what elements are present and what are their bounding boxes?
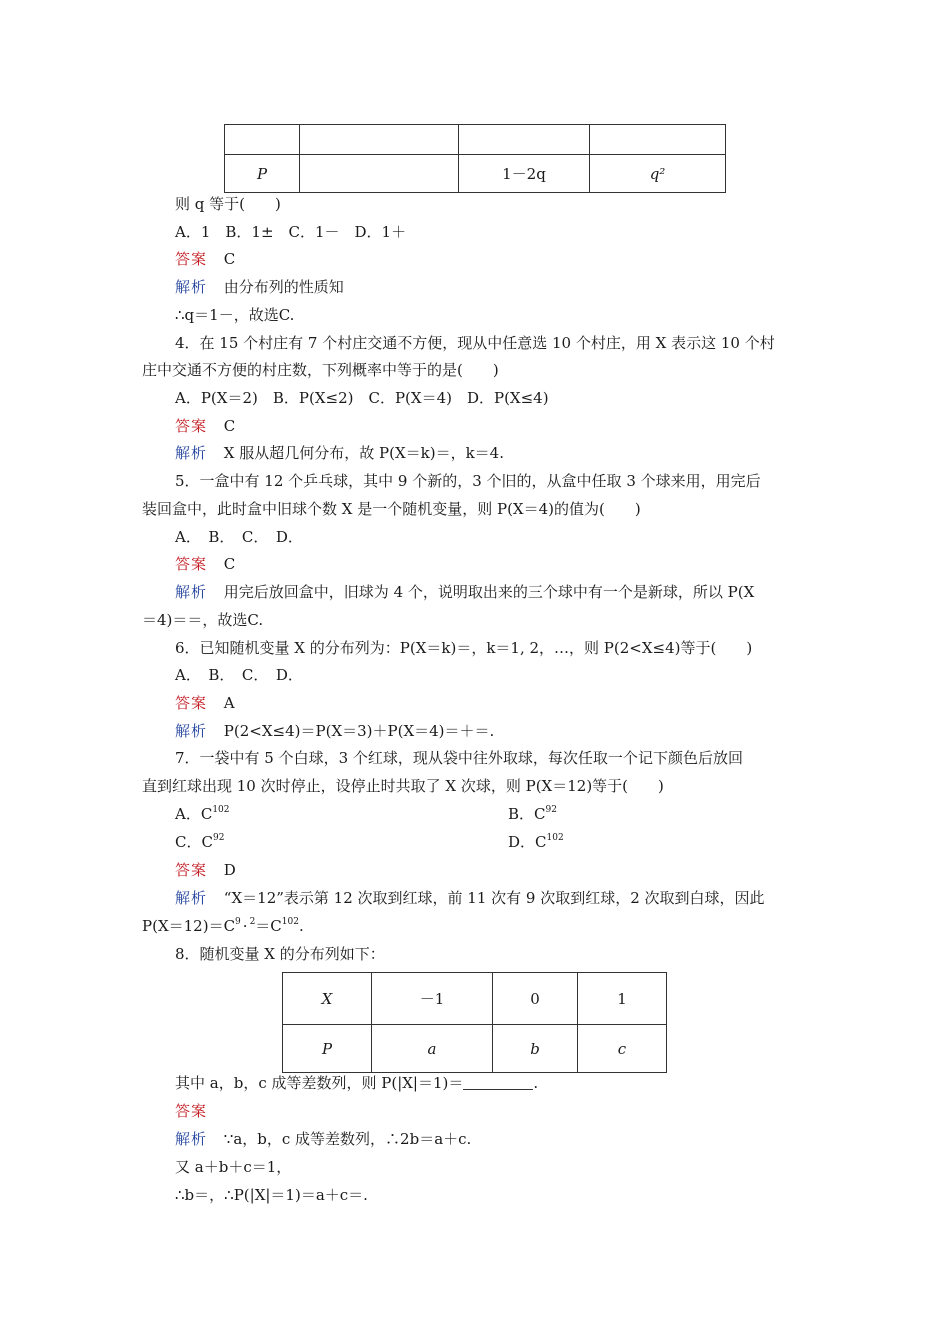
q5-answer-line — [175, 554, 235, 574]
q3-stem: 则 q 等于( ) — [175, 195, 281, 213]
q7-answer-line — [175, 860, 236, 880]
q8-analysis-line3: ∴b＝，∴P(|X|＝1)＝a＋c＝. — [175, 1186, 368, 1204]
answer-value: C — [223, 250, 236, 268]
analysis-label: 解析 — [175, 444, 208, 462]
analysis-label: 解析 — [175, 1130, 208, 1148]
option-text: D．C — [508, 833, 547, 851]
answer-label: 答案 — [175, 694, 208, 712]
table-cell: b — [493, 1025, 578, 1073]
option-text: B．C — [508, 805, 546, 823]
q5-options: A． B． C． D． — [175, 528, 303, 546]
answer-value: A — [223, 694, 235, 712]
q7-stem-line1: 7．一袋中有 5 个白球，3 个红球，现从袋中往外取球，每次任取一个记下颜色后放回 — [175, 749, 743, 767]
analysis-sup: 9 — [235, 917, 241, 927]
q7-option-b — [508, 804, 557, 824]
q7-analysis-line2 — [142, 916, 304, 936]
table-cell: c — [578, 1025, 667, 1073]
analysis-text: P(2<X≤4)＝P(X＝3)＋P(X＝4)＝＋＝. — [223, 722, 495, 740]
analysis-label: 解析 — [175, 583, 208, 601]
q3-options: A．1 B．1± C．1－ D．1＋ — [175, 223, 407, 241]
analysis-label: 解析 — [175, 722, 208, 740]
answer-blank — [463, 1075, 533, 1090]
analysis-text: X 服从超几何分布，故 P(X＝k)＝，k＝4. — [223, 444, 504, 462]
q7-option-a — [175, 804, 230, 824]
option-text: C．C — [175, 833, 213, 851]
analysis-sup: 102 — [281, 917, 299, 927]
q7-stem-line2: 直到红球出现 10 次时停止，设停止时共取了 X 次球，则 P(X＝12)等于( ) — [142, 777, 664, 795]
table-cell — [225, 125, 300, 155]
answer-value: C — [223, 555, 236, 573]
answer-value: C — [223, 417, 236, 435]
answer-label: 答案 — [175, 417, 208, 435]
q4-answer-line — [175, 416, 235, 436]
option-sup: 102 — [212, 805, 230, 815]
analysis-text: “X＝12”表示第 12 次取到红球，前 11 次有 9 次取到红球，2 次取到白球，因此 — [223, 889, 765, 907]
answer-label: 答案 — [175, 1102, 208, 1120]
q7-analysis-line — [175, 888, 765, 908]
q4-stem-line2: 庄中交通不方便的村庄数，下列概率中等于的是( ) — [142, 361, 499, 379]
analysis-text: 用完后放回盒中，旧球为 4 个，说明取出来的三个球中有一个是新球，所以 P(X — [223, 583, 755, 601]
q4-options: A．P(X＝2) B．P(X≤2) C．P(X＝4) D．P(X≤4) — [175, 389, 549, 407]
q7-option-c — [175, 832, 224, 852]
q3-analysis-line — [175, 277, 344, 297]
analysis-text: ∵a，b，c 成等差数列，∴2b＝a＋c. — [223, 1130, 472, 1148]
q5-stem-line2: 装回盒中，此时盒中旧球个数 X 是一个随机变量，则 P(X＝4)的值为( ) — [142, 500, 641, 518]
table-row — [225, 125, 726, 155]
answer-label: 答案 — [175, 861, 208, 879]
q3-conclusion: ∴q＝1－，故选C. — [175, 306, 295, 324]
table-row — [283, 1025, 667, 1073]
option-sup: 92 — [545, 805, 557, 815]
answer-value: D — [223, 861, 236, 879]
q8-stem-line1: 8．随机变量 X 的分布列如下： — [175, 945, 385, 963]
q4-analysis-line — [175, 443, 504, 463]
analysis-label: 解析 — [175, 278, 208, 296]
analysis-text: 由分布列的性质知 — [223, 278, 344, 296]
q8-analysis-line2: 又 a＋b＋c＝1， — [175, 1158, 292, 1176]
option-sup: 102 — [546, 833, 564, 843]
q3-answer-line — [175, 249, 235, 269]
table-cell — [590, 125, 726, 155]
table-cell — [300, 155, 459, 193]
table-cell — [300, 125, 459, 155]
table-row — [225, 155, 726, 193]
table-cell: X — [283, 973, 372, 1025]
option-sup: 92 — [212, 833, 225, 843]
stem-text: 其中 a，b，c 成等差数列，则 P(|X|＝1)＝ — [175, 1074, 464, 1092]
q7-option-d — [508, 832, 564, 852]
analysis-text: P(X＝12)＝C — [142, 917, 236, 935]
option-text: A．C — [175, 805, 213, 823]
analysis-label: 解析 — [175, 889, 208, 907]
table-cell: －1 — [372, 973, 493, 1025]
analysis-sup: 2 — [249, 917, 256, 927]
q8-stem-line2 — [175, 1073, 538, 1093]
distribution-table-q3 — [224, 124, 726, 193]
q4-stem-line1: 4．在 15 个村庄有 7 个村庄交通不方便，现从中任意选 10 个村庄，用 X 表示这 10 个村 — [175, 334, 775, 352]
q5-stem-line1: 5．一盒中有 12 个乒乓球，其中 9 个新的，3 个旧的，从盒中任取 3 个球来用，用完后 — [175, 472, 761, 490]
table-row — [283, 973, 667, 1025]
analysis-text: ＝C — [255, 917, 282, 935]
q8-analysis-line — [175, 1129, 471, 1149]
analysis-text: · — [242, 917, 248, 935]
q6-analysis-line — [175, 721, 494, 741]
table-cell: P — [283, 1025, 372, 1073]
table-cell — [459, 125, 590, 155]
distribution-table-q8 — [282, 972, 667, 1073]
answer-label: 答案 — [175, 555, 208, 573]
answer-label: 答案 — [175, 250, 208, 268]
stem-text: . — [533, 1074, 539, 1092]
q5-analysis-line — [175, 582, 754, 602]
table-cell: q² — [590, 155, 726, 193]
q6-options: A． B． C． D． — [175, 666, 303, 684]
q5-analysis-line2: ＝4)＝＝，故选C. — [142, 611, 264, 629]
table-cell: 1－2q — [459, 155, 590, 193]
table-cell: 1 — [578, 973, 667, 1025]
q8-answer-line — [175, 1101, 207, 1121]
table-cell: a — [372, 1025, 493, 1073]
q6-stem-line1: 6．已知随机变量 X 的分布列为：P(X＝k)＝，k＝1, 2，…，则 P(2<X≤4)等于( ) — [175, 639, 753, 657]
q6-answer-line — [175, 693, 235, 713]
analysis-text: . — [298, 917, 304, 935]
table-cell: P — [225, 155, 300, 193]
table-cell: 0 — [493, 973, 578, 1025]
